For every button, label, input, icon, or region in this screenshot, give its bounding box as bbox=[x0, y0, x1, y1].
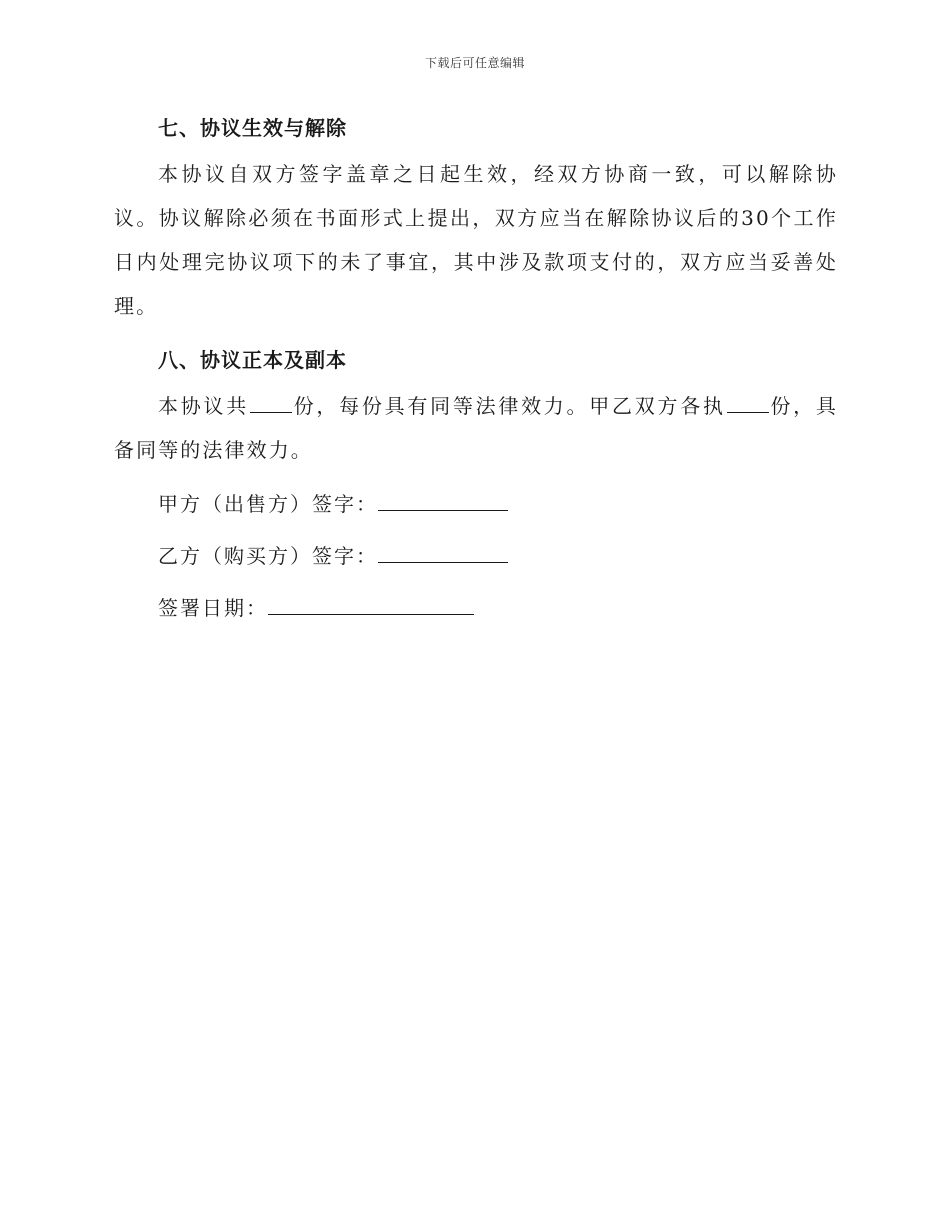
signing-date-label: 签署日期： bbox=[158, 596, 268, 620]
section-7-heading: 七、协议生效与解除 bbox=[158, 116, 347, 140]
copies-total-blank[interactable] bbox=[250, 394, 292, 413]
party-a-label: 甲方（出售方）签字： bbox=[158, 492, 378, 516]
section-8-heading: 八、协议正本及副本 bbox=[158, 348, 347, 372]
copies-each-blank[interactable] bbox=[727, 394, 769, 413]
party-a-signature-line bbox=[114, 486, 838, 522]
page-header: 下载后可任意编辑 bbox=[424, 56, 525, 70]
signing-date-blank[interactable] bbox=[268, 594, 474, 615]
section-8-paragraph bbox=[114, 384, 838, 472]
section-8-text-part1: 本协议共 bbox=[158, 394, 249, 418]
section-7-paragraph: 本协议自双方签字盖章之日起生效，经双方协商一致，可以解除协议。协议解除必须在书面形式上提出，双方应当在解除协议后的30个工作日内处理完协议项下的未了事宜，其中涉及款项支付的，双方应当妥善处理。 bbox=[114, 162, 838, 318]
section-8-text-part3: 份，具备同等的法律效力。 bbox=[114, 394, 838, 462]
party-b-signature-blank[interactable] bbox=[378, 542, 508, 563]
section-8-text-part2: 份，每份具有同等法律效力。甲乙双方各执 bbox=[292, 394, 726, 418]
signing-date-line bbox=[114, 590, 838, 626]
party-a-signature-blank[interactable] bbox=[378, 490, 508, 511]
document-body bbox=[114, 110, 838, 626]
party-b-label: 乙方（购买方）签字： bbox=[158, 544, 378, 568]
party-b-signature-line bbox=[114, 538, 838, 574]
